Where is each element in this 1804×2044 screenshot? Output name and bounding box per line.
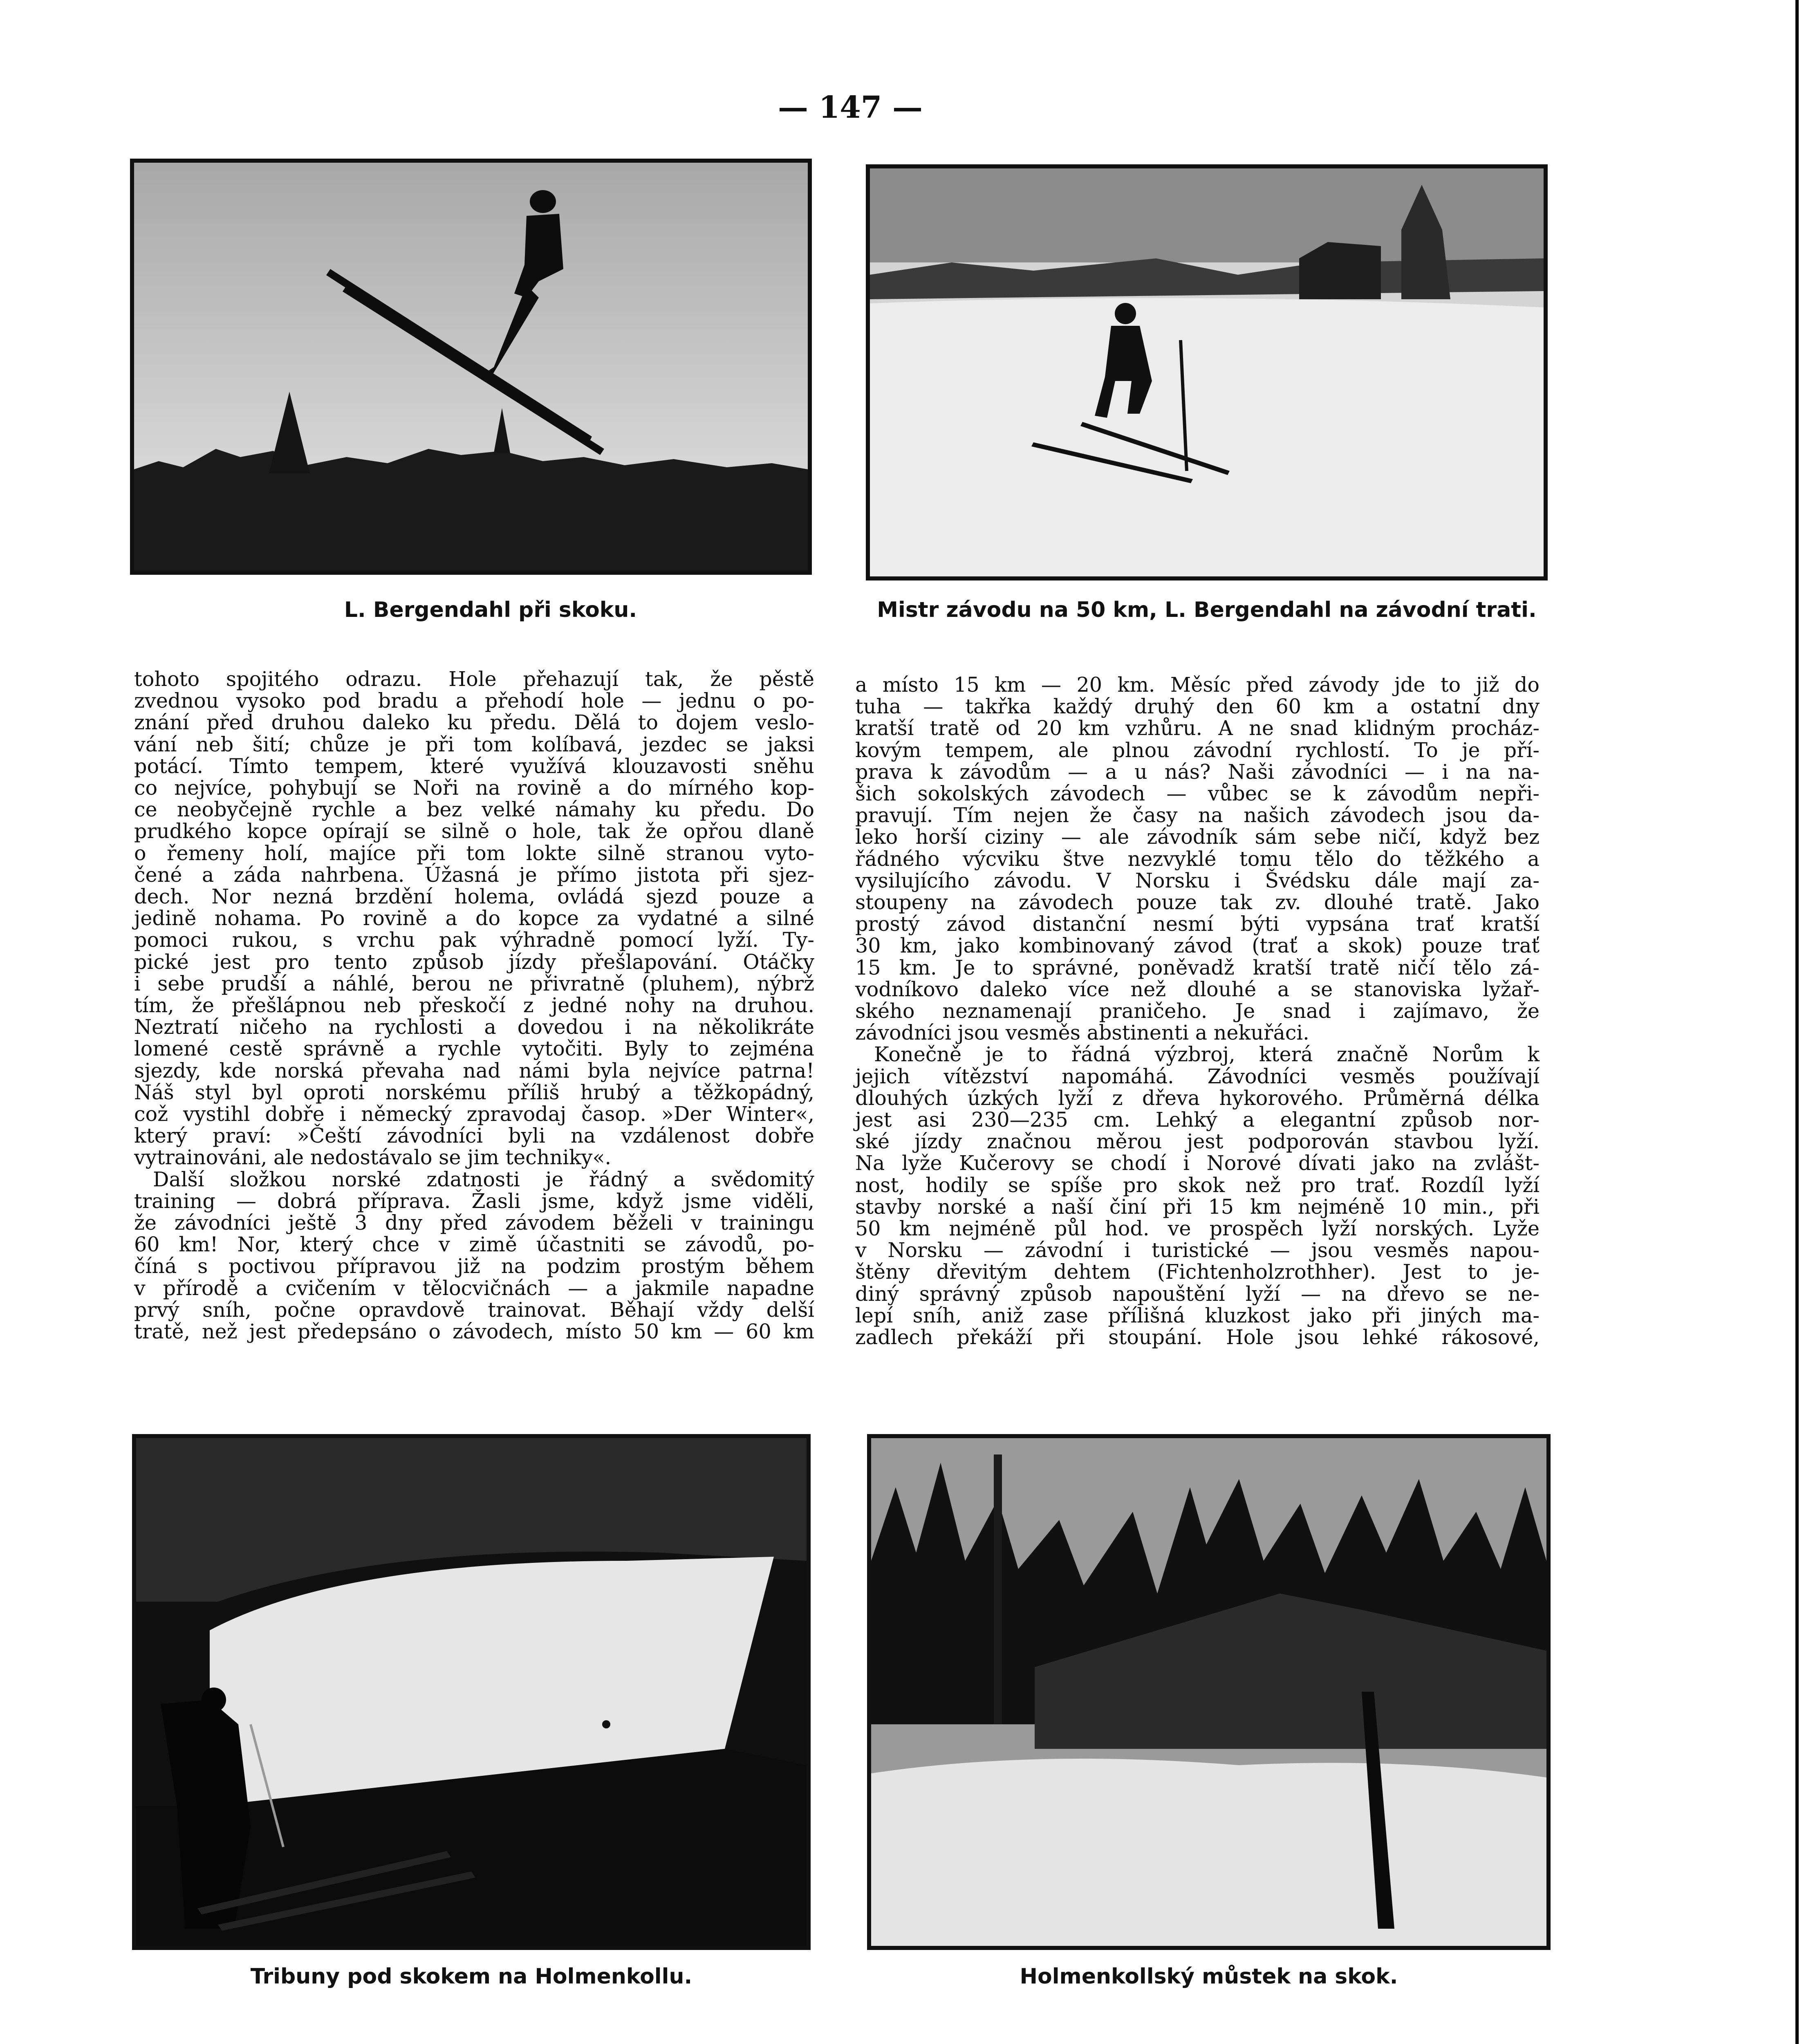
text-line: v přírodě a cvičením v tělocvičnách — a jakmile napadne [134, 1276, 814, 1300]
text-line: 15 km. Je to správné, poněvadž kratší tratě ničí tělo zá- [855, 955, 1540, 979]
text-line: prava k závodům — a u nás? Naši závodníci — i na na- [855, 760, 1540, 784]
text-line: ského neznamenají praničeho. Je snad i zajímavo, že [855, 999, 1540, 1023]
text-line: o řemeny holí, majíce při tom lokte silně stranou vyto- [134, 841, 814, 865]
text-line: 50 km nejméně půl hod. ve prospěch lyží norských. Lyže [855, 1217, 1540, 1241]
text-line: a místo 15 km — 20 km. Měsíc před závody jde to již do [855, 673, 1540, 697]
text-line: nost, hodily se spíše pro skok než pro trať. Rozdíl lyží [855, 1173, 1540, 1197]
text-line: čené a záda nahrbena. Úžasná je přímo jistota při sjez- [134, 863, 814, 887]
text-line: pravují. Tím nejen že časy na našich závodech jsou da- [855, 803, 1540, 827]
ski-jumper-silhouette-icon [134, 163, 808, 571]
caption-figure-3: Tribuny pod skokem na Holmenkollu. [250, 1964, 692, 1989]
text-line: Náš styl byl oproti norskému příliš hrubý a těžkopádný, [134, 1080, 814, 1104]
text-line: řádného výcviku štve nezvyklé tomu tělo do těžkého a [855, 847, 1540, 871]
text-line: stoupeny na závodech pouze tak zv. dlouhé tratě. Jako [855, 890, 1540, 914]
caption-figure-4: Holmenkollský můstek na skok. [1020, 1964, 1398, 1989]
caption-figure-2: Mistr závodu na 50 km, L. Bergendahl na závodní trati. [877, 598, 1537, 622]
text-line: potácí. Tímto tempem, které využívá klouzavosti sněhu [134, 754, 814, 778]
text-line: tratě, než jest předepsáno o závodech, místo 50 km — 60 km [134, 1320, 814, 1344]
ski-jump-ramp-icon [871, 1438, 1546, 1946]
caption-figure-1: L. Bergendahl při skoku. [344, 598, 637, 622]
text-line: prostý závod distanční nesmí býti vypsána trať kratší [855, 912, 1540, 936]
text-line: diný správný způsob napouštění lyží — na dřevo se ne- [855, 1282, 1540, 1306]
cross-country-skier-icon [870, 168, 1544, 576]
photo-holmenkollen-stands [132, 1434, 811, 1950]
text-line: i sebe prudší a náhlé, berou ne přivratně (pluhem), nýbrž [134, 971, 814, 995]
text-line: dlouhých úzkých lyží z dřeva hykorového. Průměrná délka [855, 1086, 1540, 1110]
text-line: jejich vítězství napomáhá. Závodníci vesměs používají [855, 1064, 1540, 1088]
text-line: vysilujícího závodu. V Norsku i Švédsku dále mají za- [855, 868, 1540, 892]
text-line: prudkého kopce opírají se silně o hole, tak že opřou dlaně [134, 819, 814, 843]
text-line: znání před druhou daleko ku předu. Dělá to dojem veslo- [134, 710, 814, 735]
text-line: lepí sníh, aniž zase přílišná kluzkost jako při jiných ma- [855, 1303, 1540, 1327]
text-line: kratší tratě od 20 km vzhůru. A ne snad klidným procház- [855, 716, 1540, 740]
text-line: kovým tempem, ale plnou závodní rychlostí. To je pří- [855, 738, 1540, 762]
text-line: training — dobrá příprava. Žasli jsme, když jsme viděli, [134, 1189, 814, 1213]
text-line: vytrainováni, ale nedostávalo se jim techniky«. [134, 1145, 612, 1170]
text-line: Konečně je to řádná výzbroj, která značně Norům k [874, 1042, 1540, 1067]
text-line: štěny dřevitým dehtem (Fichtenholzrothher). Jest to je- [855, 1260, 1540, 1284]
text-line: ské jízdy značnou měrou jest podporován stavbou lyží. [855, 1130, 1540, 1154]
text-line: Na lyže Kučerovy se chodí i Norové dívati jako na zvlášt- [855, 1151, 1540, 1175]
text-line: Další složkou norské zdatnosti je řádný a svědomitý [153, 1167, 814, 1191]
text-line: zvednou vysoko pod bradu a přehodí hole — jednu o po- [134, 689, 814, 713]
text-line: stavby norské a naší činí při 15 km nejméně 10 min., při [855, 1195, 1540, 1219]
text-line: tuha — takřka každý druhý den 60 km a ostatní dny [855, 695, 1540, 719]
text-line: tohoto spojitého odrazu. Hole přehazují tak, že pěstě [134, 667, 814, 691]
text-column-right [855, 674, 1540, 1348]
text-line: který praví: »Čeští závodníci byli na vzdálenost dobře [134, 1124, 814, 1148]
text-line: 30 km, jako kombinovaný závod (trať a skok) pouze trať [855, 934, 1540, 958]
text-line: vodníkovo daleko více než dlouhé a se stanoviska lyžař- [855, 977, 1540, 1001]
text-line: jest asi 230—235 cm. Lehký a elegantní způsob nor- [855, 1108, 1540, 1132]
ski-jump-hill-crowd-icon [136, 1438, 807, 1946]
text-line: pické jest pro tento způsob jízdy přešlapování. Otáčky [134, 950, 814, 974]
text-line: sjezdy, kde norská převaha nad námi byla nejvíce patrna! [134, 1058, 814, 1083]
text-line: ce neobyčejně rychle a bez velké námahy ku předu. Do [134, 798, 814, 822]
text-line: šich sokolských závodech — vůbec se k závodům nepři- [855, 782, 1540, 806]
text-line: pomoci rukou, s vrchu pak výhradně pomocí lyží. Ty- [134, 928, 814, 952]
text-line: v Norsku — závodní i turistické — jsou vesměs napou- [855, 1238, 1540, 1262]
text-column-left [134, 668, 814, 1342]
text-line: zadlech překáží při stoupání. Hole jsou lehké rákosové, [855, 1325, 1540, 1349]
text-line: že závodníci ještě 3 dny před závodem běželi v trainingu [134, 1211, 814, 1235]
text-line: lomené cestě správně a rychle vytočiti. Byly to zejména [134, 1037, 814, 1061]
photo-cross-country-skier [866, 164, 1548, 580]
text-line: prvý sníh, počne opravdově trainovat. Běhají vždy delší [134, 1298, 814, 1322]
page-number: — 147 — [778, 90, 923, 125]
text-line: leko horší ciziny — ale závodník sám sebe ničí, když bez [855, 825, 1540, 849]
text-line: číná s poctivou přípravou již na podzim prostým během [134, 1254, 814, 1278]
text-line: což vystihl dobře i německý zpravodaj časop. »Der Winter«, [134, 1102, 814, 1126]
text-line: tím, že přešlápnou neb přeskočí z jedné nohy na druhou. [134, 993, 814, 1018]
photo-ski-jumper [130, 159, 812, 575]
text-line: Neztratí ničeho na rychlosti a dovedou i na několikráte [134, 1015, 814, 1039]
text-line: vání neb šití; chůze je při tom kolíbavá, jezdec se jaksi [134, 732, 814, 756]
text-line: závodníci jsou vesměs abstinenti a nekuřáci. [855, 1021, 1309, 1045]
photo-holmenkollen-jump [867, 1434, 1551, 1950]
text-line: jedině nohama. Po rovině a do kopce za vydatné a silné [134, 906, 814, 930]
text-line: dech. Nor nezná brzdění holema, ovládá sjezd pouze a [134, 885, 814, 909]
text-line: 60 km! Nor, který chce v zimě účastniti se závodů, po- [134, 1233, 814, 1257]
text-line: co nejvíce, pohybují se Noři na rovině a do mírného kop- [134, 776, 814, 800]
